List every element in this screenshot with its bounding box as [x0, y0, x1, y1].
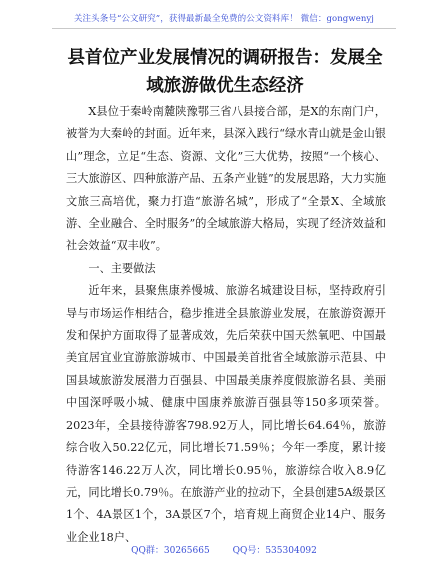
document-title: 县首位产业发展情况的调研报告：发展全域旅游做优生态经济 [67, 48, 383, 96]
footer-qq: QQ号：535304092 [232, 546, 317, 556]
intro-paragraph: X县位于秦岭南麓陕豫鄂三省八县接合部，是X的东南门户，被誉为大秦岭的封面。近年来，县深入践行“绿水青山就是金山银山”理念，立足“生态、资源、文化”三大优势，按照“一个核心、三大旅游区、四种旅游产品、五条产业链”的发展思路，大力实施文旅三高培优，聚力打造“旅游名城”，形成了“全景X、全域旅游、全业融合、全时服务”的全域旅游大格局，实现了经济效益和社会效益“双丰收”。 [66, 105, 386, 253]
header-divider [52, 28, 396, 29]
header-banner: 关注头条号“公文研究”，获得最新最全免费的公文资料库！ 微信：gongwenyj [73, 14, 375, 24]
section-heading: 一、主要做法 [88, 261, 156, 275]
body-paragraph: 近年来，县聚焦康养慢城、旅游名城建设目标，坚持政府引导与市场运作相结合，稳步推进全县旅游业发展，在旅游资源开发和保护方面取得了显著成效，先后荣获中国天然氧吧、中国最美宜居宜业宜游旅游城市、中国最美首批省全域旅游示范县、中国县域旅游发展潜力百强县、中国最美康养度假旅游名县、美丽中国深呼吸小城、健康中国康养旅游百强县等150多项荣誉。2023年，全县接待游客798.92万人，同比增长64.64％，旅游综合收入50.22亿元，同比增长71.59％；今年一季度，累计接待游客146.22万人次，同比增长0.95％，旅游综合收入8.9亿元，同比增长0.79％。在旅游产业的拉动下，全县创建5A级景区1个、4A景区1个，3A景区7个，培育规上商贸企业14户、服务业企业18户、 [66, 284, 386, 544]
footer-qq-group: QQ群：30265665 [131, 546, 210, 556]
document-body [66, 101, 386, 549]
footer [0, 543, 448, 556]
